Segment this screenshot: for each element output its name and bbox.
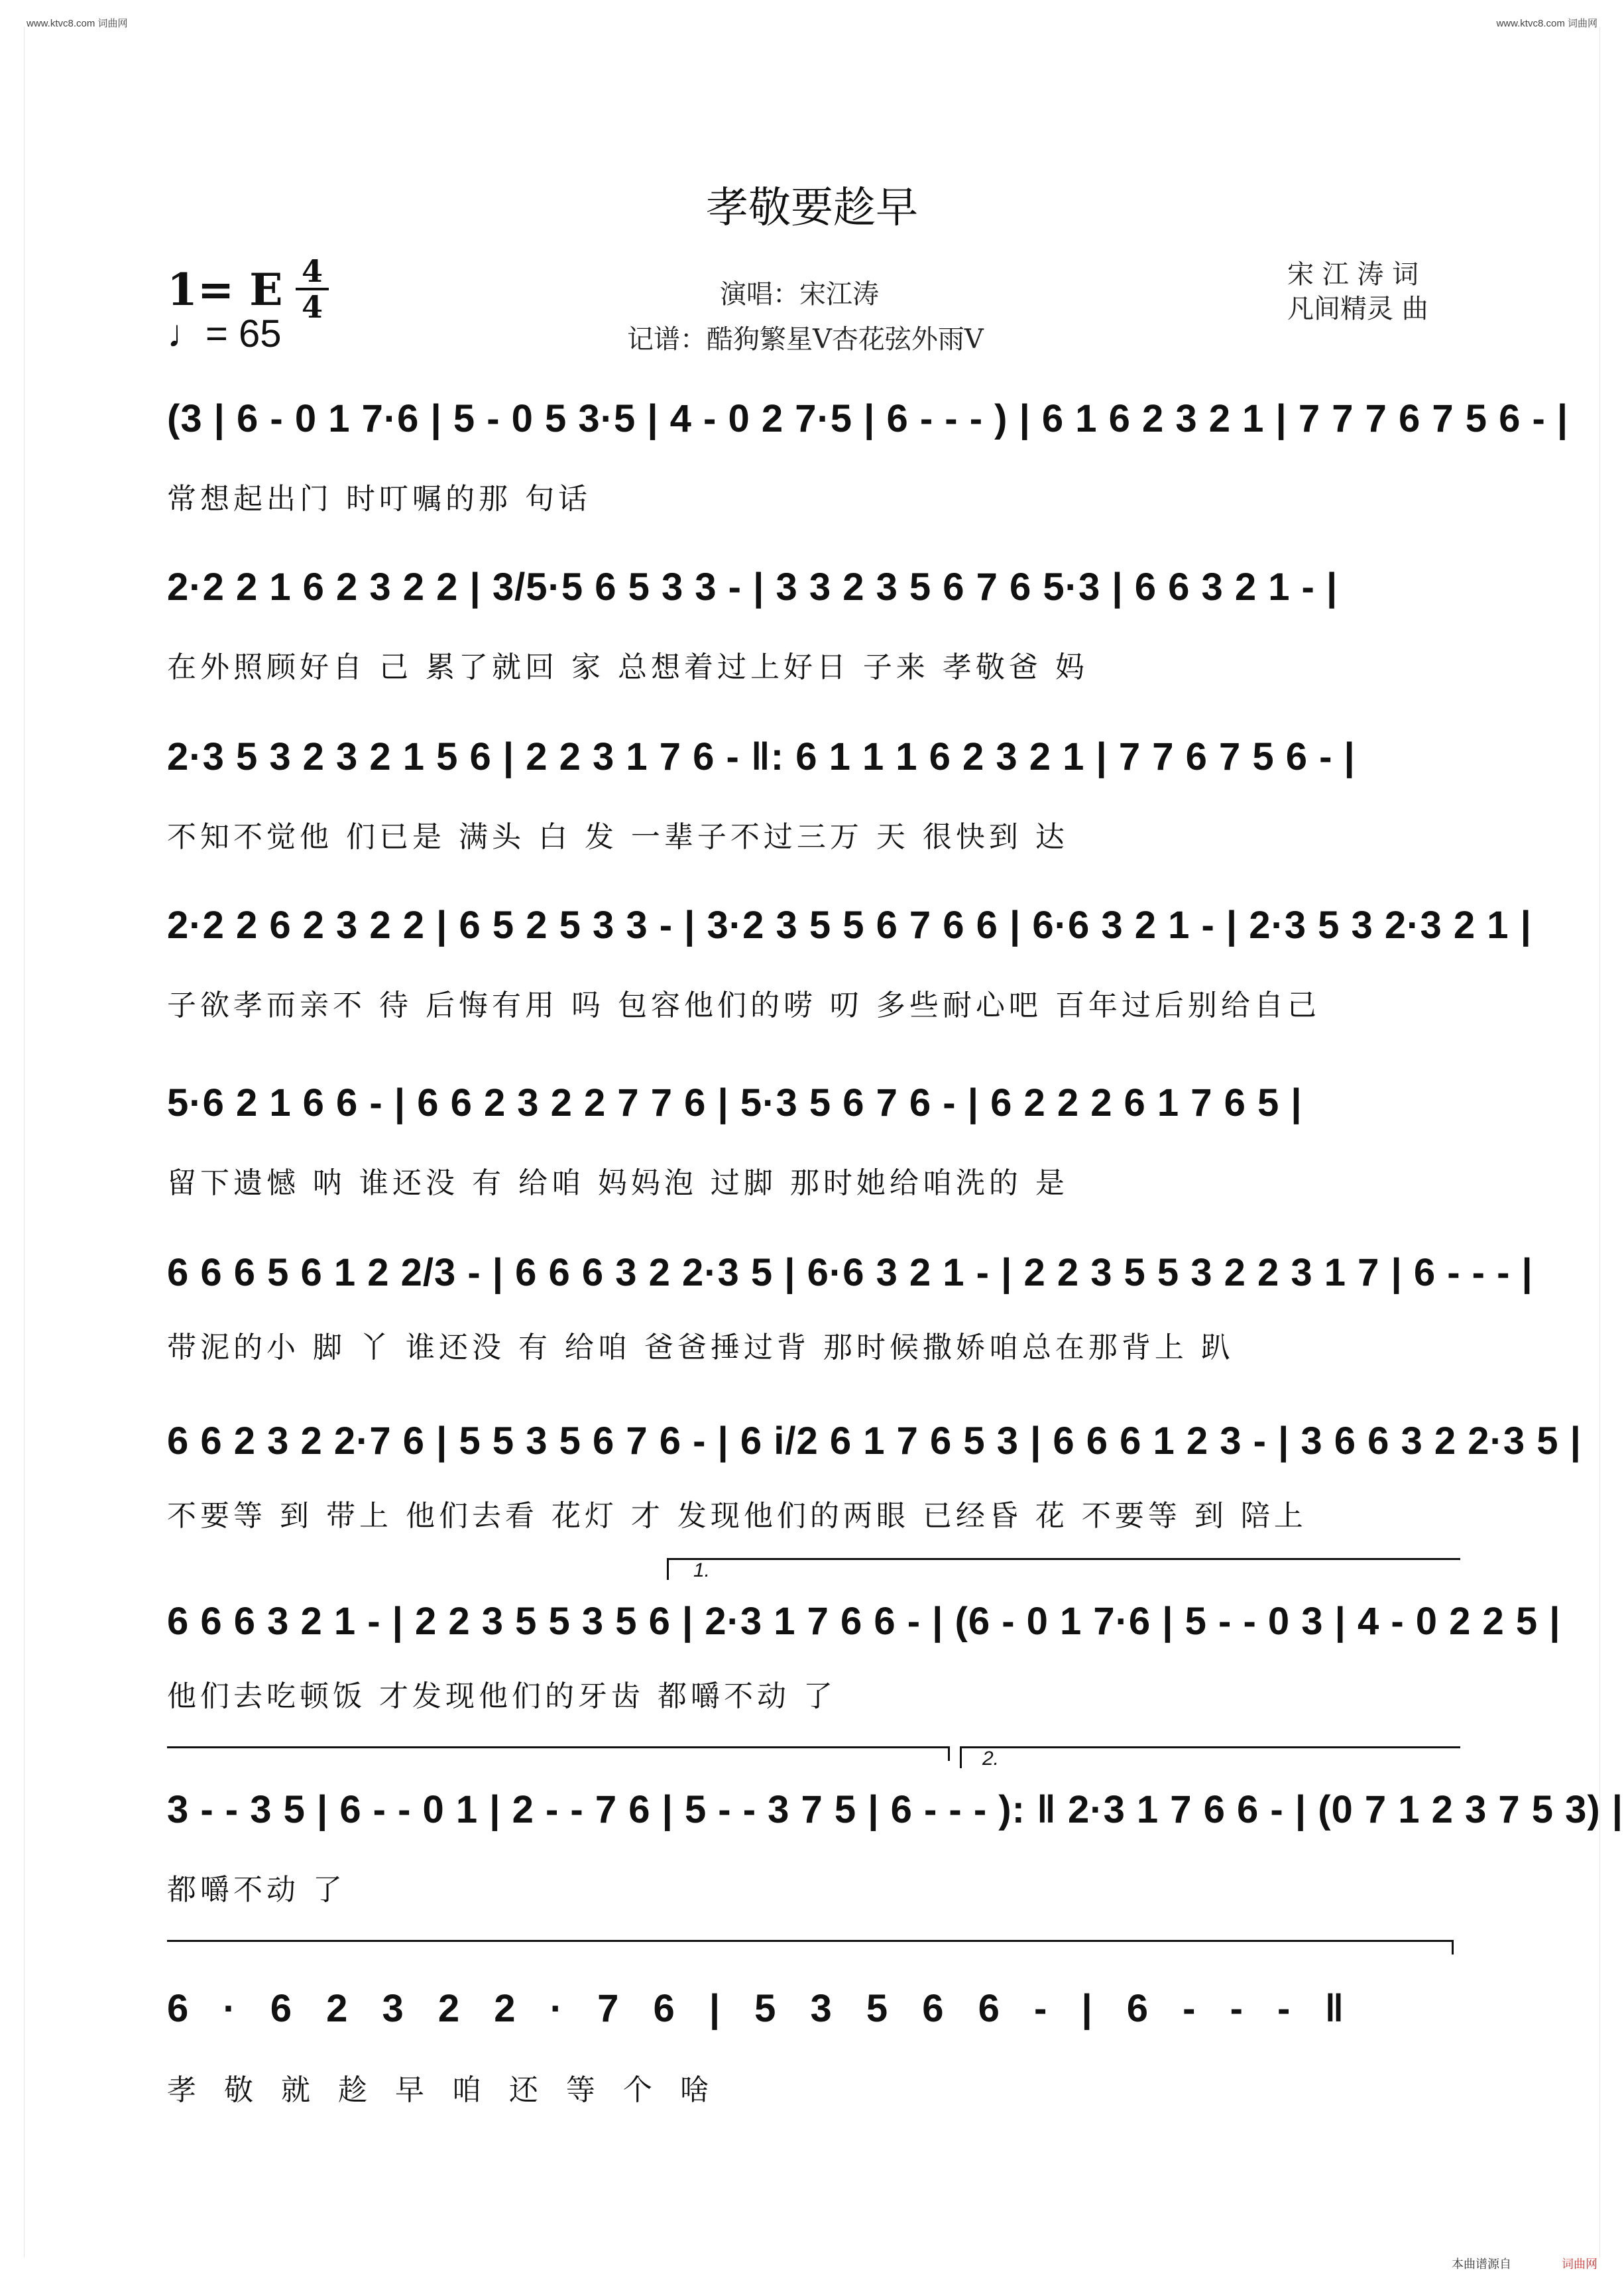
notation-line: 2·3 5 3 2 3 2 1 5 6 | 2 2 3 1 7 6 - ‖: 6 1 1 1 6 2 3 2 1 | 7 7 6 7 5 6 - | bbox=[167, 735, 1356, 778]
lyric-line: 子欲孝而亲不 待 后悔有用 吗 包容他们的唠 叨 多些耐心吧 百年过后别给自己 bbox=[167, 989, 1320, 1022]
lyric-line: 孝 敬 就 趁 早 咱 还 等 个 啥 bbox=[167, 2073, 719, 2107]
singer-credit: 演唱：宋江涛 bbox=[720, 279, 879, 310]
notation-line: 6 6 2 3 2 2·7 6 | 5 5 3 5 6 7 6 - | 6 i/2 6 1 7 6 5 3 | 6 6 6 1 2 3 - | 3 6 6 3 2 2·3 5 | bbox=[167, 1419, 1582, 1463]
time-signature-bottom: 4 bbox=[301, 289, 323, 325]
notation-line: 6 · 6 2 3 2 2 · 7 6 | 5 3 5 6 6 - | 6 - - - ‖ bbox=[167, 1987, 1356, 2030]
lyric-line: 在外照顾好自 己 累了就回 家 总想着过上好日 子来 孝敬爸 妈 bbox=[167, 650, 1088, 684]
transcriber-credit: 记谱：酷狗繁星V杏花弦外雨V bbox=[627, 324, 984, 355]
notation-line: 2·2 2 1 6 2 3 2 2 | 3/5·5 6 5 3 3 - | 3 3 2 3 5 6 7 6 5·3 | 6 6 3 2 1 - | bbox=[167, 566, 1338, 609]
key-signature: 1= E bbox=[167, 264, 283, 316]
lyric-line: 留下遗憾 呐 谁还没 有 给咱 妈妈泡 过脚 那时她给咱洗的 是 bbox=[167, 1166, 1069, 1200]
lyric-line: 常想起出门 时叮嘱的那 句话 bbox=[167, 482, 591, 516]
first-ending-label: 1. bbox=[693, 1559, 711, 1581]
lyric-line: 带泥的小 脚 丫 谁还没 有 给咱 爸爸捶过背 那时候撒娇咱总在那背上 趴 bbox=[167, 1331, 1234, 1364]
header-url-right[interactable]: www.ktvc8.com 词曲网 bbox=[1496, 18, 1597, 29]
notation-line: 2·2 2 6 2 3 2 2 | 6 5 2 5 3 3 - | 3·2 3 5 5 6 7 6 6 | 6·6 3 2 1 - | 2·3 5 3 2·3 2 1 | bbox=[167, 904, 1532, 947]
first-ending-continuation bbox=[167, 1746, 948, 1748]
song-title: 孝敬要趁早 bbox=[706, 184, 918, 233]
second-ending-label: 2. bbox=[982, 1748, 1000, 1770]
first-ending-end-tick bbox=[948, 1746, 950, 1761]
notation-line: 6 6 6 5 6 1 2 2/3 - | 6 6 6 3 2 2·3 5 | 6·6 3 2 1 - | 2 2 3 5 5 3 2 2 3 1 7 | 6 - - - | bbox=[167, 1251, 1533, 1294]
notation-line: 6 6 6 3 2 1 - | 2 2 3 5 5 3 5 6 | 2·3 1 7 6 6 - | (6 - 0 1 7·6 | 5 - - 0 3 | 4 - 0 2 2 5 | bbox=[167, 1600, 1561, 1643]
notation-line: 3 - - 3 5 | 6 - - 0 1 | 2 - - 7 6 | 5 - - 3 7 5 | 6 - - - ): ‖ 2·3 1 7 6 6 - | (0 7 1 2 3 7 5 3) | bbox=[167, 1788, 1624, 1831]
second-ending-bracket bbox=[960, 1746, 1460, 1768]
lyric-line: 都嚼不动 了 bbox=[167, 1873, 346, 1907]
lyric-line: 他们去吃顿饭 才发现他们的牙齿 都嚼不动 了 bbox=[167, 1679, 837, 1713]
header-url-left[interactable]: www.ktvc8.com 词曲网 bbox=[27, 18, 128, 29]
time-signature-top: 4 bbox=[301, 253, 323, 289]
composer-credit: 凡间精灵 曲 bbox=[1287, 294, 1428, 324]
lyric-line: 不知不觉他 们已是 满头 白 发 一辈子不过三万 天 很快到 达 bbox=[167, 820, 1069, 854]
coda-line bbox=[167, 1940, 1453, 1942]
first-ending-bracket bbox=[667, 1558, 1460, 1580]
lyric-line: 不要等 到 带上 他们去看 花灯 才 发现他们的两眼 已经昏 花 不要等 到 陪上 bbox=[167, 1499, 1307, 1533]
footer-site-link[interactable]: 词曲网 bbox=[1562, 2257, 1597, 2271]
footer-source-text: 本曲谱源自 bbox=[1452, 2257, 1511, 2271]
tempo-marking: ♩= 65 bbox=[167, 312, 282, 355]
notation-line: (3 | 6 - 0 1 7·6 | 5 - 0 5 3·5 | 4 - 0 2 7·5 | 6 - - - ) | 6 1 6 2 3 2 1 | 7 7 7 6 7 5 6 - | bbox=[167, 397, 1569, 440]
lyricist-credit: 宋 江 涛 词 bbox=[1287, 259, 1419, 290]
notation-line: 5·6 2 1 6 6 - | 6 6 2 3 2 2 7 7 6 | 5·3 5 6 7 6 - | 6 2 2 2 6 1 7 6 5 | bbox=[167, 1081, 1303, 1124]
time-signature bbox=[296, 253, 329, 325]
page-frame bbox=[24, 27, 1624, 2257]
coda-end-tick bbox=[1452, 1940, 1454, 1954]
